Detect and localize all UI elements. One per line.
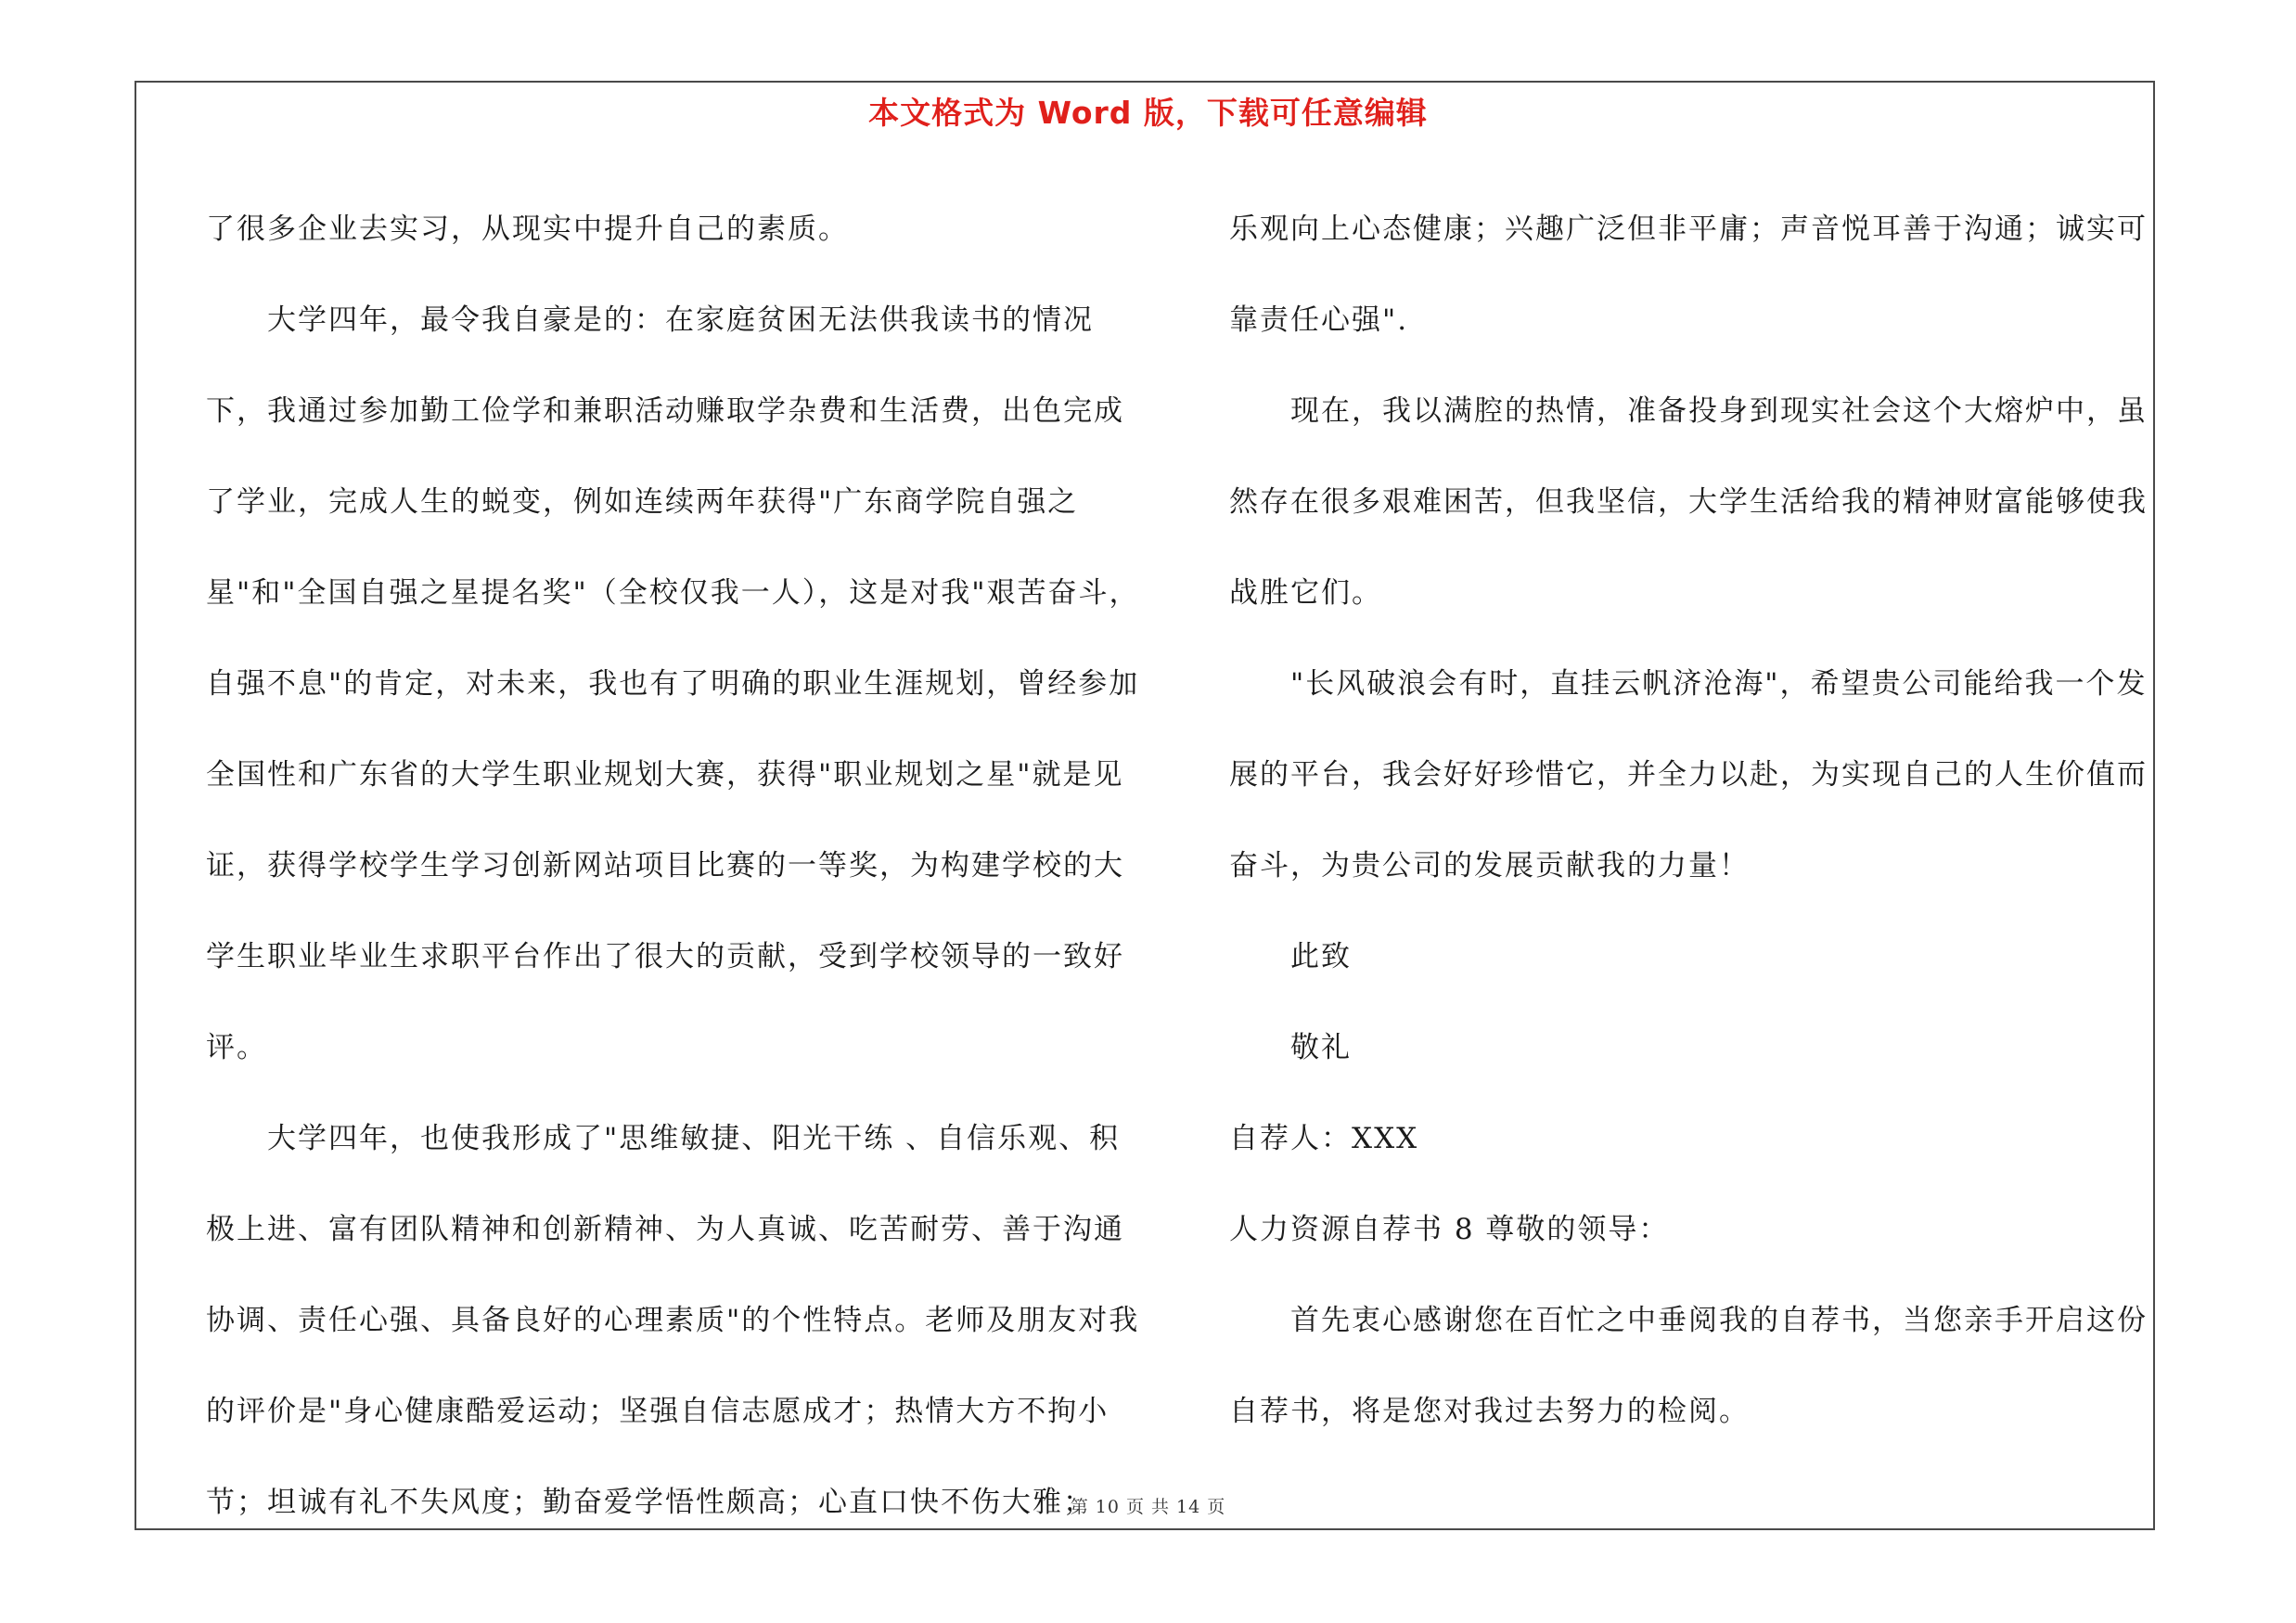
right-column (1229, 184, 2148, 1457)
word-format-banner: 本文格式为 Word 版，下载可任意编辑 (868, 95, 1428, 131)
right-paragraph-2: 现在，我以满腔的热情，准备投身到现实社会这个大熔炉中，虽然存在很多艰难困苦，但我坚信，大学生活给我的精神财富能够使我战胜它们。 (1229, 394, 2148, 610)
signature-line: 自荐人：XXX (1229, 1122, 1419, 1155)
right-paragraph-3: "长风破浪会有时，直挂云帆济沧海"，希望贵公司能给我一个发展的平台，我会好好珍惜它，并全力以赴，为实现自己的人生价值而奋斗，为贵公司的发展贡献我的力量！ (1229, 667, 2148, 882)
next-letter-heading: 人力资源自荐书 8 尊敬的领导： (1229, 1213, 1670, 1246)
right-paragraph-4: 首先衷心感谢您在百忙之中垂阅我的自荐书，当您亲手开启这份自荐书，将是您对我过去努力的检阅。 (1229, 1304, 2148, 1428)
left-paragraph-3: 大学四年，也使我形成了"思维敏捷、阳光干练 、自信乐观、积极上进、富有团队精神和创新精神、为人真诚、吃苦耐劳、善于沟通协调、责任心强、具备良好的心理素质"的个性特点。老师及朋友对我的评价是"身心健康酷爱运动；坚强自信志愿成才；热情大方不拘小节；坦诚有礼不失风度；勤奋爱学悟性颇高；心直口快不伤大雅； (206, 1122, 1140, 1519)
page-number-footer: 第 10 页 共 14 页 (1070, 1497, 1226, 1517)
left-column (206, 184, 1143, 1548)
closing-salutation-1: 此致 (1290, 940, 1352, 973)
left-paragraph-1: 了很多企业去实习，从现实中提升自己的素质。 (206, 213, 849, 246)
left-paragraph-2: 大学四年，最令我自豪是的：在家庭贫困无法供我读书的情况下，我通过参加勤工俭学和兼职活动赚取学杂费和生活费，出色完成了学业，完成人生的蜕变，例如连续两年获得"广东商学院自强之星"和"全国自强之星提名奖"（全校仅我一人），这是对我"艰苦奋斗，自强不息"的肯定，对未来，我也有了明确的职业生涯规划，曾经参加全国性和广东省的大学生职业规划大赛，获得"职业规划之星"就是见证，获得学校学生学习创新网站项目比赛的一等奖，为构建学校的大学生职业毕业生求职平台作出了很大的贡献，受到学校领导的一致好评。 (206, 303, 1140, 1064)
right-paragraph-1: 乐观向上心态健康；兴趣广泛但非平庸；声音悦耳善于沟通；诚实可靠责任心强". (1229, 213, 2148, 337)
closing-salutation-2: 敬礼 (1290, 1031, 1352, 1064)
